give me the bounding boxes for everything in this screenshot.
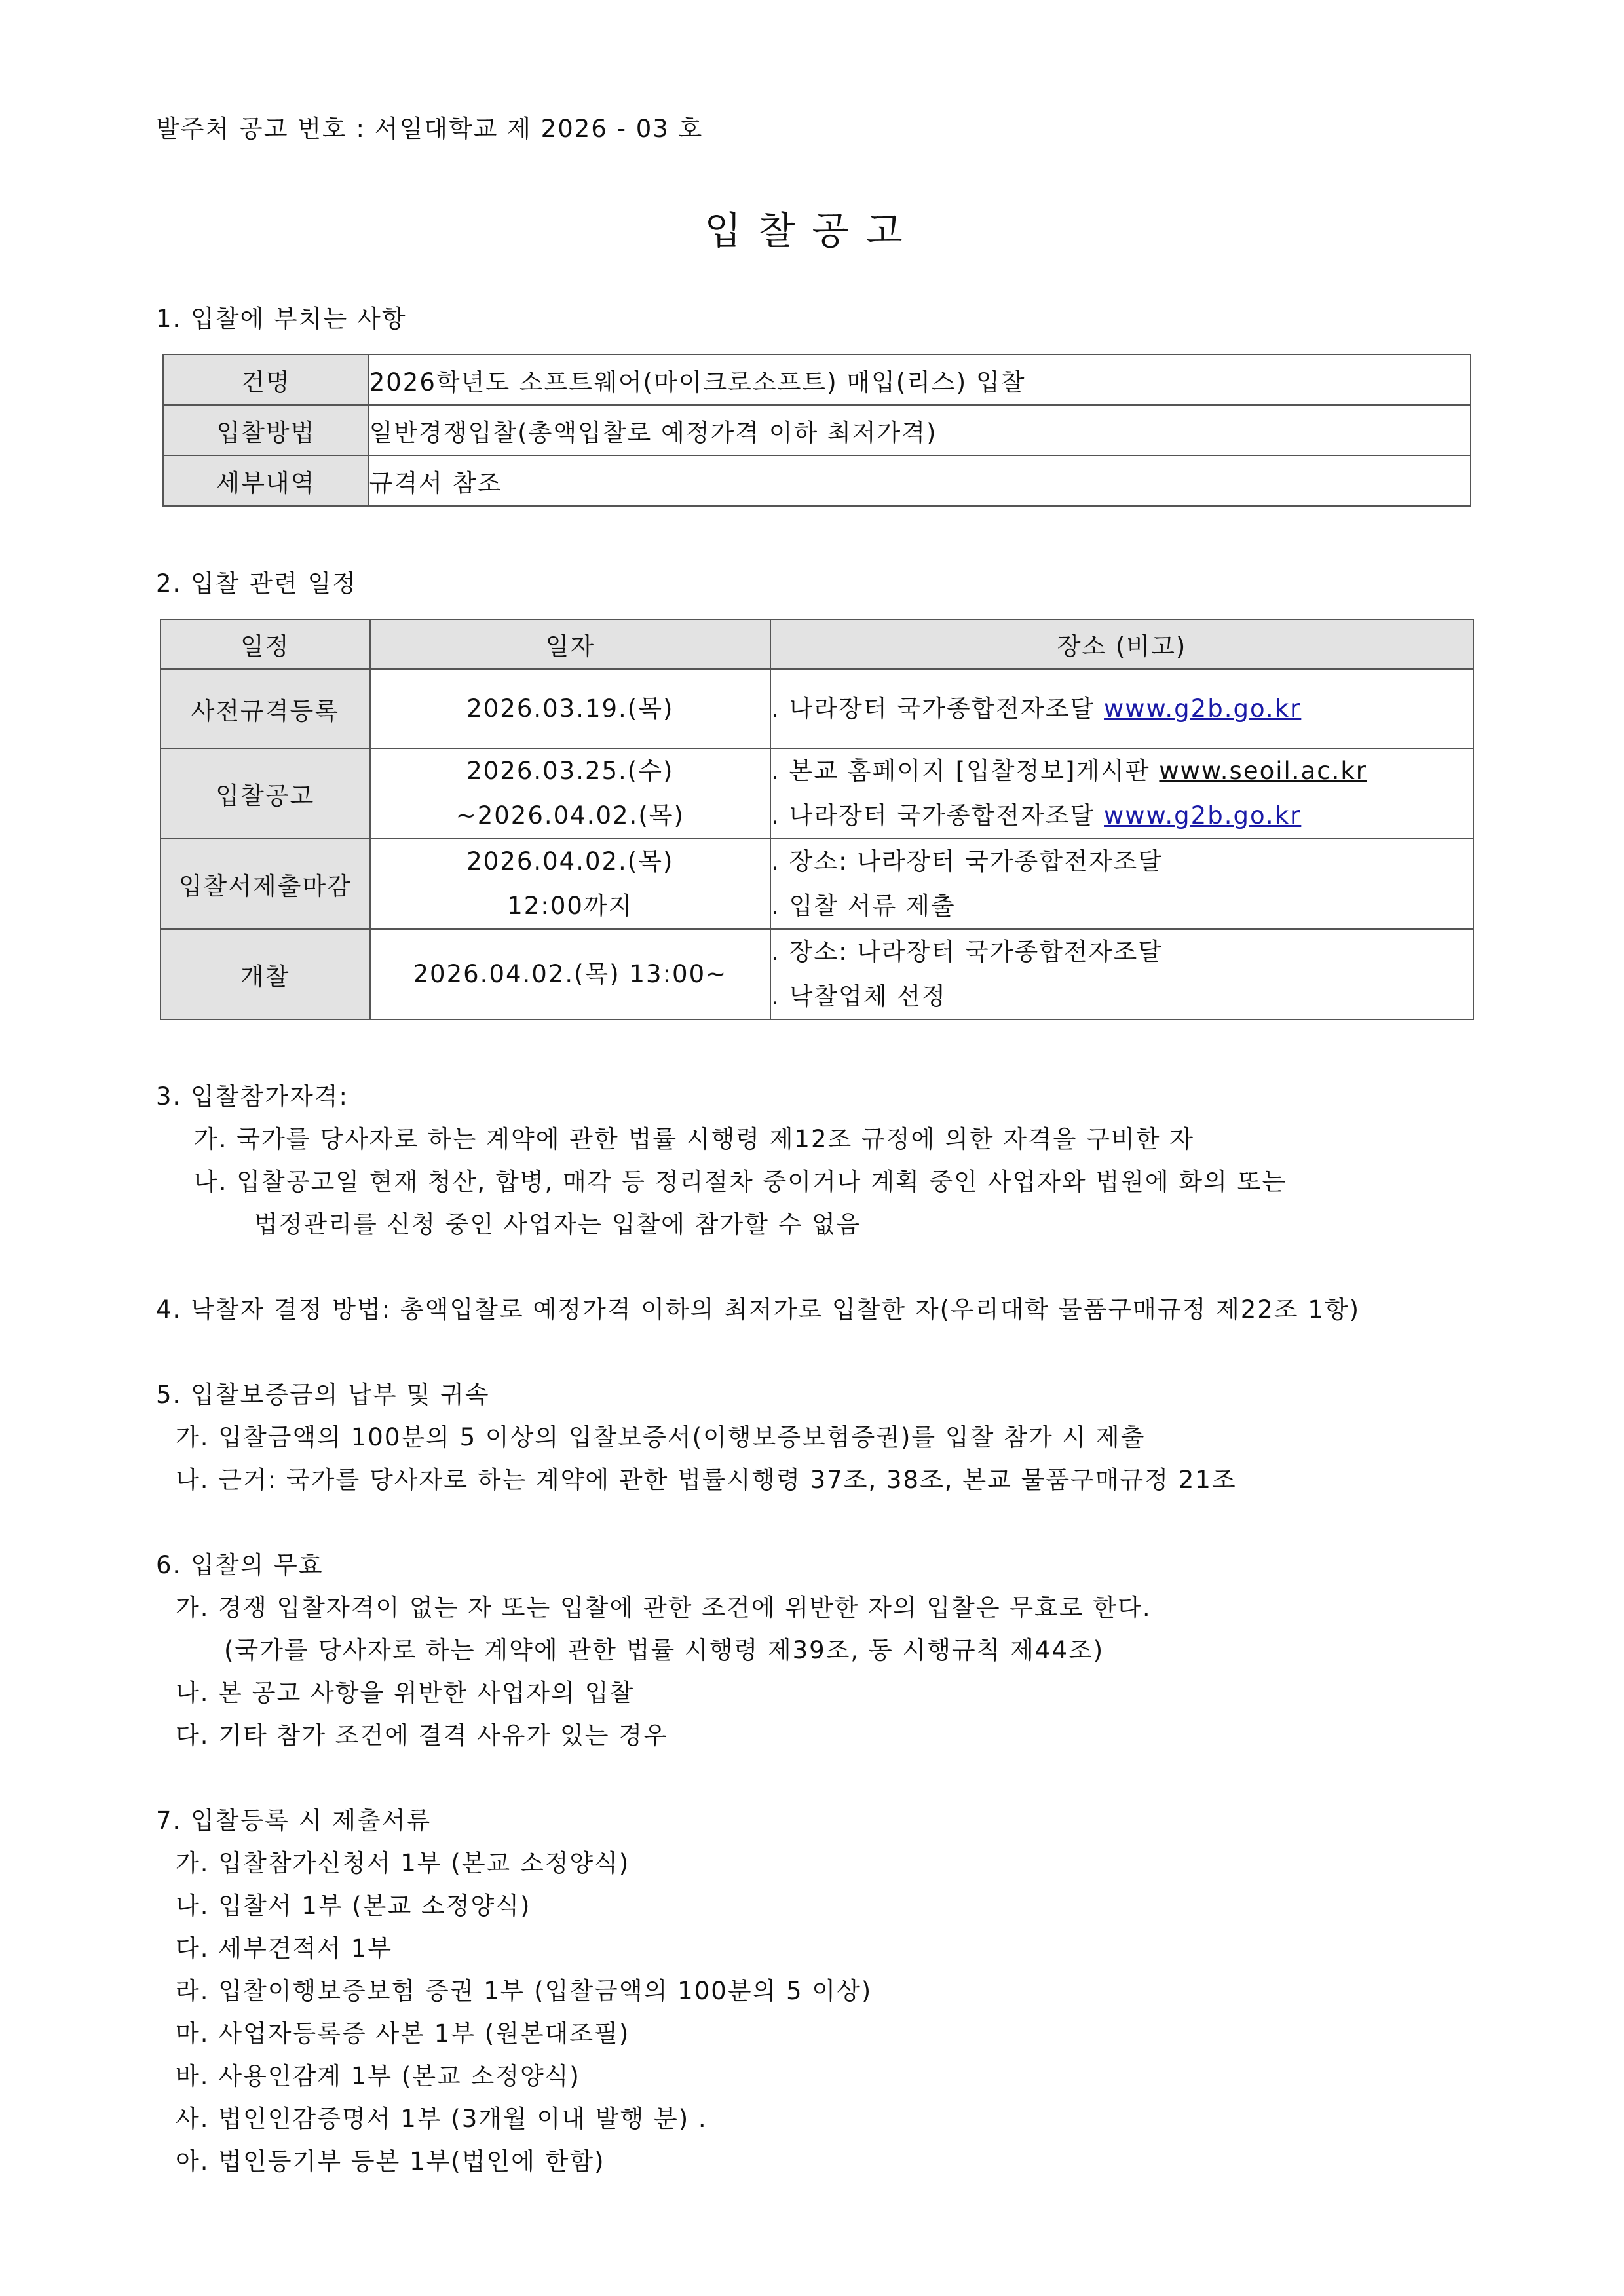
- g2b-link[interactable]: www.g2b.go.kr: [1104, 801, 1302, 830]
- invalid-bid-item: 나. 본 공고 사항을 위반한 사업자의 입찰: [176, 1679, 635, 1707]
- date-line: 2026.03.19.(목): [466, 694, 674, 723]
- document-list-item: 다. 세부견적서 1부: [176, 1934, 393, 1962]
- column-header: 일자: [370, 619, 771, 669]
- schedule-date: [370, 669, 771, 748]
- qualification-item-continued: 법정관리를 신청 중인 사업자는 입찰에 참가할 수 없음: [254, 1210, 861, 1238]
- schedule-place: [770, 748, 1473, 839]
- invalid-bid-item: 가. 경쟁 입찰자격이 없는 자 또는 입찰에 관한 조건에 위반한 자의 입찰은 무효로 한다.: [176, 1594, 1152, 1622]
- section7-heading: 7. 입찰등록 시 제출서류: [156, 1807, 432, 1835]
- place-line: [771, 794, 1473, 838]
- date-line: 2026.04.02.(목) 13:00~: [413, 960, 728, 988]
- place-line: [771, 687, 1473, 731]
- qualification-item: 가. 국가를 당사자로 하는 계약에 관한 법률 시행령 제12조 규정에 의한 자격을 구비한 자: [194, 1125, 1194, 1153]
- table-row: [161, 748, 1473, 839]
- document-list-item: 라. 입찰이행보증보험 증권 1부 (입찰금액의 100분의 5 이상): [176, 1977, 873, 2005]
- row-value: 2026학년도 소프트웨어(마이크로소프트) 매입(리스) 입찰: [369, 354, 1471, 405]
- section6-heading: 6. 입찰의 무효: [156, 1551, 324, 1579]
- schedule-place: [770, 669, 1473, 748]
- bid-items-table: [162, 354, 1471, 507]
- document-list-item: 바. 사용인감계 1부 (본교 소정양식): [176, 2062, 580, 2090]
- invalid-bid-item: 다. 기타 참가 조건에 결격 사유가 있는 경우: [176, 1721, 668, 1750]
- g2b-link[interactable]: www.g2b.go.kr: [1104, 694, 1302, 723]
- deposit-item: 가. 입찰금액의 100분의 5 이상의 입찰보증서(이행보증보험증권)를 입찰 참가 시 제출: [176, 1423, 1146, 1451]
- schedule-place: [770, 839, 1473, 929]
- place-line: . 낙찰업체 선정: [771, 982, 947, 1010]
- place-line: . 장소: 나라장터 국가종합전자조달: [771, 847, 1163, 875]
- row-label: 입찰방법: [163, 405, 369, 455]
- place-text: . 본교 홈페이지 [입찰정보]게시판: [771, 757, 1160, 785]
- schedule-place: [770, 929, 1473, 1020]
- schedule-date: [370, 929, 771, 1020]
- schedule-stage: 입찰공고: [161, 748, 370, 839]
- document-list-item: 아. 법인등기부 등본 1부(법인에 한함): [176, 2147, 605, 2175]
- document-list-item: 사. 법인인감증명서 1부 (3개월 이내 발행 분) .: [176, 2105, 708, 2133]
- section5-heading: 5. 입찰보증금의 납부 및 귀속: [156, 1381, 490, 1409]
- date-line: 2026.03.25.(수): [466, 757, 674, 785]
- place-line: . 장소: 나라장터 국가종합전자조달: [771, 938, 1163, 966]
- date-line: ~2026.04.02.(목): [455, 801, 685, 830]
- schedule-table: [160, 619, 1474, 1020]
- row-label: 건명: [163, 354, 369, 405]
- date-line: 2026.04.02.(목): [466, 847, 674, 875]
- column-header: 장소 (비고): [770, 619, 1473, 669]
- qualification-item: 나. 입찰공고일 현재 청산, 합병, 매각 등 정리절차 중이거나 계획 중인 사업자와 법원에 화의 또는: [194, 1168, 1287, 1196]
- section3-heading: 3. 입찰참가자격:: [156, 1082, 349, 1111]
- section4-heading: 4. 낙찰자 결정 방법: 총액입찰로 예정가격 이하의 최저가로 입찰한 자(우리대학 물품구매규정 제22조 1항): [156, 1295, 1361, 1324]
- table-header-row: [161, 619, 1473, 669]
- table-row: [163, 405, 1471, 455]
- schedule-date: [370, 748, 771, 839]
- document-list-item: 나. 입찰서 1부 (본교 소정양식): [176, 1892, 531, 1920]
- invalid-bid-note: (국가를 당사자로 하는 계약에 관한 법률 시행령 제39조, 동 시행규칙 제44조): [224, 1636, 1105, 1664]
- table-row: [161, 839, 1473, 929]
- schedule-stage: 입찰서제출마감: [161, 839, 370, 929]
- place-text: . 나라장터 국가종합전자조달: [771, 801, 1105, 830]
- place-line: [771, 749, 1473, 794]
- row-value: 일반경쟁입찰(총액입찰로 예정가격 이하 최저가격): [369, 405, 1471, 455]
- document-title: 입찰공고: [704, 208, 920, 253]
- seoil-homepage-link[interactable]: www.seoil.ac.kr: [1159, 757, 1367, 785]
- document-list-item: 마. 사업자등록증 사본 1부 (원본대조필): [176, 2019, 630, 2048]
- column-header: 일정: [161, 619, 370, 669]
- schedule-date: [370, 839, 771, 929]
- document-list-item: 가. 입찰참가신청서 1부 (본교 소정양식): [176, 1849, 630, 1877]
- table-row: [163, 455, 1471, 506]
- date-line: 12:00까지: [507, 892, 633, 920]
- section2-heading: 2. 입찰 관련 일정: [156, 569, 358, 598]
- table-row: [161, 929, 1473, 1020]
- notice-number: 발주처 공고 번호 : 서일대학교 제 2026 - 03 호: [156, 115, 704, 143]
- table-row: [163, 354, 1471, 405]
- section1-heading: 1. 입찰에 부치는 사항: [156, 305, 407, 333]
- row-value: 규격서 참조: [369, 455, 1471, 506]
- table-row: [161, 669, 1473, 748]
- schedule-stage: 개찰: [161, 929, 370, 1020]
- row-label: 세부내역: [163, 455, 369, 506]
- schedule-stage: 사전규격등록: [161, 669, 370, 748]
- place-text: . 나라장터 국가종합전자조달: [771, 694, 1105, 723]
- deposit-item: 나. 근거: 국가를 당사자로 하는 계약에 관한 법률시행령 37조, 38조, 본교 물품구매규정 21조: [176, 1466, 1237, 1494]
- place-line: . 입찰 서류 제출: [771, 892, 956, 920]
